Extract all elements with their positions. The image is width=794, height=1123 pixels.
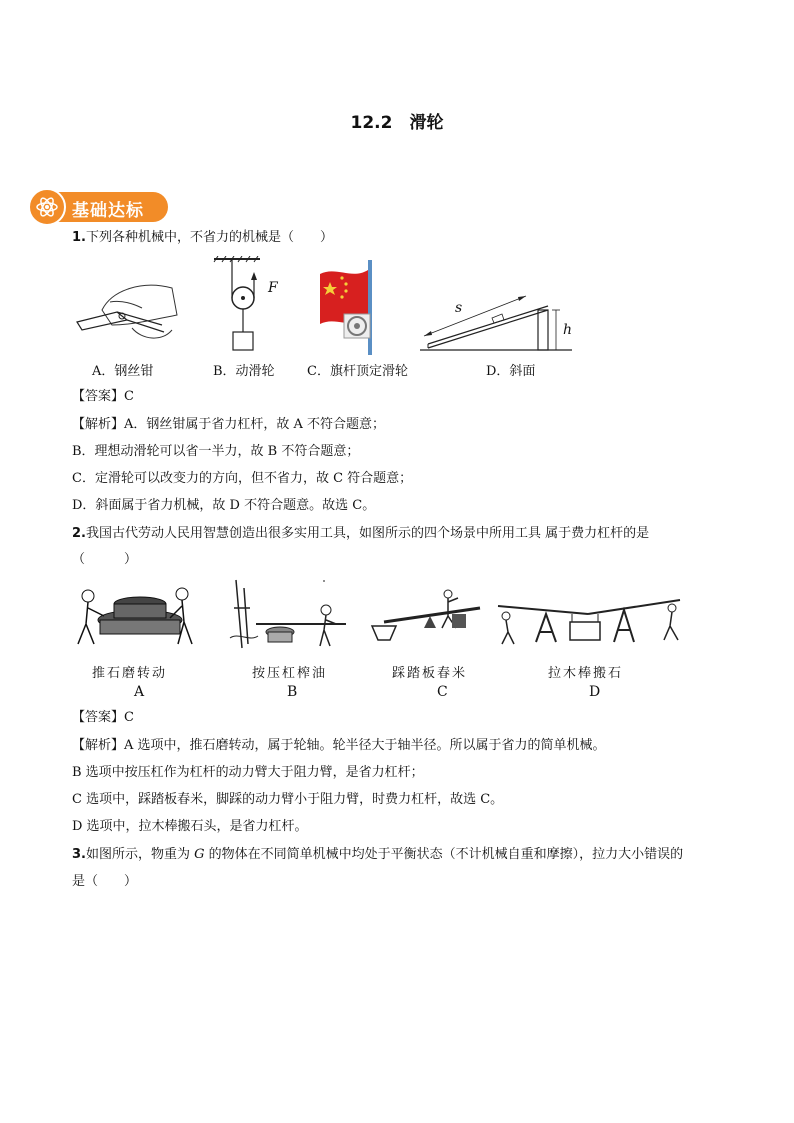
section-label: 基础达标 bbox=[72, 201, 144, 221]
flagpole-pulley-figure bbox=[318, 260, 380, 355]
q2-scene-label-d: 拉木棒搬石 bbox=[548, 666, 624, 681]
section-badge bbox=[28, 188, 168, 226]
q2-letter-d: D bbox=[589, 684, 601, 700]
question-2-stem bbox=[72, 525, 649, 543]
q1-analysis-line-4: D．斜面属于省力机械，故 D 不符合题意。故选 C。 bbox=[72, 498, 376, 513]
question-2-number: 2. bbox=[72, 526, 86, 541]
distance-label-s: s bbox=[455, 300, 463, 316]
q1-analysis-line-2: B．理想动滑轮可以省一半力，故 B 不符合题意； bbox=[72, 444, 360, 459]
q2-analysis-line-1 bbox=[72, 737, 606, 755]
q2-answer bbox=[72, 709, 134, 727]
q1-analysis-line-3: C．定滑轮可以改变力的方向，但不省力，故 C 符合题意； bbox=[72, 471, 413, 486]
weight-symbol-G: G bbox=[194, 847, 205, 862]
q1-answer bbox=[72, 388, 134, 406]
question-3-text-b: 的物体在不同简单机械中均处于平衡状态（不计机械自重和摩擦），拉力大小错误的 bbox=[204, 847, 684, 862]
oil-press-scene bbox=[228, 578, 352, 652]
question-3-stem-line-2: 是（ ） bbox=[72, 874, 138, 889]
height-label-h: h bbox=[563, 322, 573, 338]
rice-pounding-scene bbox=[370, 588, 488, 654]
q2-scene-label-c: 踩踏板春米 bbox=[392, 666, 468, 681]
question-1-stem bbox=[72, 229, 333, 247]
analysis-text: A．钢丝钳属于省力杠杆，故 A 不符合题意； bbox=[124, 417, 386, 432]
q1-option-c: C．旗杆顶定滑轮 bbox=[307, 364, 408, 379]
q2-letter-a: A bbox=[134, 684, 145, 700]
q2-analysis-line-4: D 选项中，拉木棒搬石头，是省力杠杆。 bbox=[72, 819, 308, 834]
analysis-text: A 选项中，推石磨转动，属于轮轴。轮半径大于轴半径。所以属于省力的简单机械。 bbox=[124, 738, 606, 753]
q2-scene-label-a: 推石磨转动 bbox=[92, 666, 168, 681]
q2-letter-b: B bbox=[287, 684, 298, 700]
q1-analysis-line-1 bbox=[72, 416, 385, 434]
q1-option-b: B．动滑轮 bbox=[213, 364, 275, 379]
analysis-tag: 【解析】 bbox=[72, 417, 125, 432]
q1-option-a: A．钢丝钳 bbox=[92, 364, 154, 379]
wire-pliers-figure bbox=[72, 270, 182, 350]
stone-moving-scene bbox=[496, 592, 686, 654]
answer-value: C bbox=[124, 389, 134, 404]
q2-analysis-line-2: B 选项中按压杠作为杠杆的动力臂大于阻力臂，是省力杠杆； bbox=[72, 765, 424, 780]
question-1-text: 下列各种机械中，不省力的机械是（ ） bbox=[85, 230, 333, 245]
q2-analysis-line-3: C 选项中，踩踏板春米，脚踩的动力臂小于阻力臂，时费力杠杆，故选 C。 bbox=[72, 792, 504, 807]
q1-option-d: D．斜面 bbox=[486, 364, 536, 379]
movable-pulley-figure bbox=[212, 256, 282, 356]
inclined-plane-figure bbox=[420, 290, 575, 355]
q2-letter-c: C bbox=[437, 684, 448, 700]
question-3-stem bbox=[72, 846, 683, 864]
question-1-number: 1. bbox=[72, 230, 86, 245]
answer-value: C bbox=[124, 710, 134, 725]
answer-tag: 【答案】 bbox=[72, 710, 125, 725]
question-2-stem-line-2: （ ） bbox=[72, 552, 138, 567]
q2-scene-label-b: 按压杠榨油 bbox=[252, 666, 328, 681]
question-3-text-a: 如图所示，物重为 bbox=[85, 847, 195, 862]
analysis-tag: 【解析】 bbox=[72, 738, 125, 753]
question-3-number: 3. bbox=[72, 847, 86, 862]
question-2-text: 我国古代劳动人民用智慧创造出很多实用工具，如图所示的四个场景中所用工具 属于费力杠杆的是 bbox=[85, 526, 650, 541]
force-label-F: F bbox=[268, 280, 278, 296]
stone-mill-scene bbox=[74, 582, 198, 652]
answer-tag: 【答案】 bbox=[72, 389, 125, 404]
atom-icon bbox=[28, 188, 66, 226]
page-title: 12.2 滑轮 bbox=[350, 113, 444, 133]
